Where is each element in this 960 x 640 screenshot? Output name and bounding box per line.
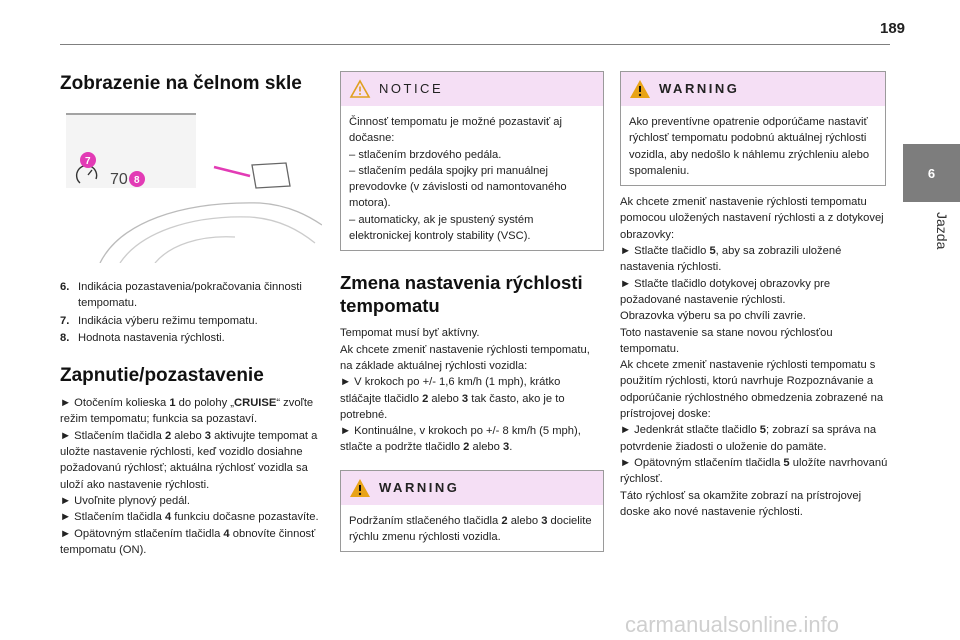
paragraph: ► Stlačením tlačidla 4 funkciu dočasne pozastavíte. <box>60 511 319 524</box>
legend-item: 7. Indikácia výberu režimu tempomatu. <box>60 314 258 327</box>
section-heading-enable: Zapnutie/pozastavenie <box>60 365 264 387</box>
column-middle <box>340 60 604 552</box>
warning-body: Ako preventívne opatrenie odporúčame nastaviť rýchlosť tempomatu podobnú aktuálnej rýchlosti vozidla, aby nedošlo k náhlemu zrýchleniu alebo spomaleniu. <box>629 116 870 177</box>
legend-item: 8. Hodnota nastavenia rýchlosti. <box>60 331 225 344</box>
warning-header: WARNING <box>621 72 885 106</box>
paragraph: ► Opätovným stlačením tlačidla 4 obnovíte činnosť tempomatu (ON). <box>60 527 316 556</box>
chapter-title: Jazda <box>934 212 950 250</box>
paragraph: ► Otočením kolieska 1 do polohy „CRUISE“ zvoľte režim tempomatu; funkcia sa pozastaví. <box>60 397 314 426</box>
hud-screen <box>252 163 290 188</box>
paragraph: Ak chcete zmeniť nastavenie rýchlosti tempomatu, na základe aktuálnej rýchlosti vozidla: <box>340 343 590 372</box>
warning-header: WARNING <box>341 471 603 505</box>
warning-triangle-icon <box>349 79 371 99</box>
header-divider <box>60 44 890 45</box>
speed-value: 70 <box>110 171 128 188</box>
section-heading-hud: Zobrazenie na čelnom skle <box>60 73 302 94</box>
warning-exclamation-icon <box>629 79 651 99</box>
column-right <box>620 60 888 520</box>
hud-illustration <box>60 113 322 263</box>
paragraph: ► Uvoľnite plynový pedál. <box>60 494 191 507</box>
notice-body: Činnosť tempomatu je možné pozastaviť aj dočasne: – stlačením brzdového pedála. – stlačením pedála spojky pri manuálnej prevodovke (v závislosti od namontovaného motora). – automaticky, ak je spustený systém elektronickej kontroly stability (VSC). <box>349 116 567 243</box>
warning-body: Podržaním stlačeného tlačidla 2 alebo 3 docielite rýchlu zmenu rýchlosti vozidla. <box>349 514 592 544</box>
hud-diagram <box>60 113 322 263</box>
footer-watermark: carmanualsonline.info <box>625 612 840 637</box>
paragraph: Tempomat musí byť aktívny. <box>340 327 480 340</box>
warning-exclamation-icon <box>349 478 371 498</box>
warning-box <box>620 71 886 186</box>
chapter-tab[interactable]: 6 <box>903 144 960 202</box>
text-block: Ak chcete zmeniť nastavenie rýchlosti tempomatu pomocou uložených nastavení rýchlosti a z dotykovej obrazovky: ► Stlačte tlačidlo 5, aby sa zobrazili uložené nastavenia rýchlosti. ► Stlačte tlačidlo dotykovej obrazovky pre požadované nastavenie rýchlosti. Obrazovka výberu sa po chvíli zavrie. Toto nastavenie sa stane novou rýchlosťou tempomatu. Ak chcete zmeniť nastavenie rýchlosti tempomatu s použitím rýchlosti, ktorú navrhuje Rozpoznávanie a odporúčanie rýchlostného obmedzenia zobrazené na prístrojovej doske: ► Jedenkrát stlačte tlačidlo 5; zobrazí sa správa na potvrdenie žiadosti o uloženie do pamäte. ► Opätovným stlačením tlačidla 5 uložíte navrhovanú rýchlosť. Táto rýchlosť sa okamžite zobrazí na prístrojovej doske ako nové nastavenie rýchlosti. <box>620 196 888 518</box>
callout-7-label: 7 <box>85 156 91 167</box>
notice-box <box>340 71 604 251</box>
notice-header: NOTICE <box>341 72 603 106</box>
warning-box <box>340 470 604 553</box>
paragraph: ► Stlačením tlačidla 2 alebo 3 aktivujte tempomat a uložte nastavenie rýchlosti, keď vozidlo dosiahne požadovanú rýchlosť; aktuálna rýchlosť vozidla sa uloží ako nastavenie rýchlosti. <box>60 429 318 491</box>
paragraph: ► V krokoch po +/- 1,6 km/h (1 mph), krátko stláčajte tlačidlo 2 alebo 3 tak často, ako je to potrebné. <box>340 376 565 421</box>
page-number: 189 <box>880 20 906 37</box>
figure-legend <box>60 279 322 346</box>
section-heading-change-speed: Zmena nastavenia rýchlosti tempomatu <box>340 272 583 317</box>
column-left <box>60 60 322 558</box>
paragraph: ► Kontinuálne, v krokoch po +/- 8 km/h (5 mph), stlačte a podržte tlačidlo 2 alebo 3. <box>340 425 581 454</box>
legend-item: 6. Indikácia pozastavenia/pokračovania činnosti tempomatu. <box>60 281 302 310</box>
callout-8-label: 8 <box>134 175 140 186</box>
